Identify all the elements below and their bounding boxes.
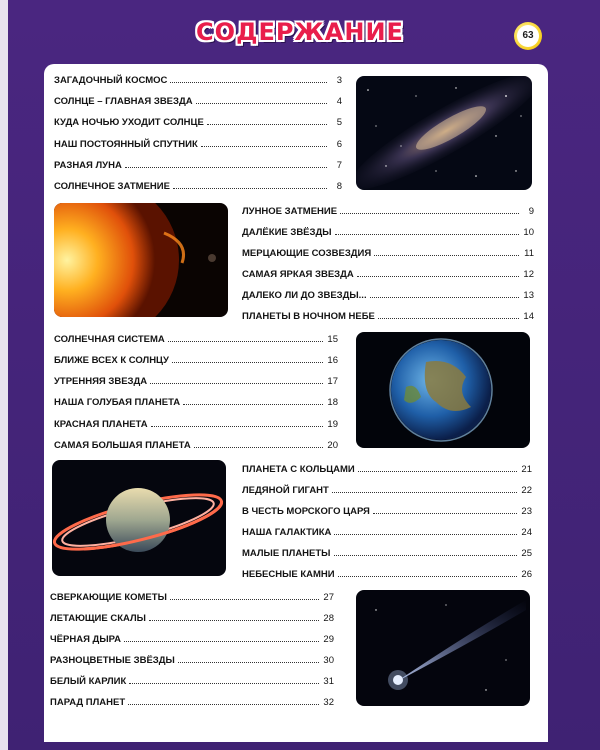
dot-leader	[196, 102, 327, 104]
toc-entry-title: ЧЁРНАЯ ДЫРА	[50, 634, 121, 645]
toc-entry[interactable]	[54, 437, 338, 451]
toc-entry[interactable]	[242, 524, 532, 538]
toc-entry[interactable]	[242, 266, 534, 280]
dot-leader	[151, 425, 323, 427]
dot-leader	[334, 554, 518, 556]
dot-leader	[373, 512, 517, 514]
toc-entry[interactable]	[242, 203, 534, 217]
dot-leader	[338, 575, 517, 577]
toc-entry-page: 25	[521, 548, 532, 559]
toc-entry[interactable]	[242, 461, 532, 475]
toc-entry-title: ЛЕТАЮЩИЕ СКАЛЫ	[50, 613, 146, 624]
toc-entry-page: 13	[523, 290, 534, 301]
toc-entry[interactable]	[54, 157, 342, 171]
toc-entry-title: КУДА НОЧЬЮ УХОДИТ СОЛНЦЕ	[54, 117, 204, 128]
toc-entry[interactable]	[242, 308, 534, 322]
dot-leader	[183, 403, 323, 405]
sun-image	[54, 203, 228, 317]
toc-entry[interactable]	[242, 566, 532, 580]
toc-entry-title: СВЕРКАЮЩИЕ КОМЕТЫ	[50, 592, 167, 603]
toc-entry-page: 19	[327, 419, 338, 430]
toc-entry-page: 26	[521, 569, 532, 580]
earth-image	[356, 332, 530, 448]
toc-entry-title: МЕРЦАЮЩИЕ СОЗВЕЗДИЯ	[242, 248, 372, 259]
dot-leader	[150, 382, 323, 384]
toc-entry-title: СОЛНЕЧНОЕ ЗАТМЕНИЕ	[54, 181, 170, 192]
dot-leader	[172, 361, 323, 363]
dot-leader	[335, 233, 519, 235]
toc-entry-page: 11	[524, 248, 534, 259]
toc-entry[interactable]	[242, 482, 532, 496]
toc-entry-title: НАША ГАЛАКТИКА	[242, 527, 332, 538]
toc-entry[interactable]	[242, 224, 534, 238]
dot-leader	[129, 682, 319, 684]
toc-entry-page: 12	[523, 269, 534, 280]
comet-image	[356, 590, 530, 706]
dot-leader	[178, 661, 319, 663]
toc-entry-page: 4	[336, 96, 342, 107]
toc-entry-page: 20	[327, 440, 338, 451]
dot-leader	[170, 81, 327, 83]
toc-entry-title: ДАЛЁКИЕ ЗВЁЗДЫ	[242, 227, 332, 238]
toc-entry-title: ДАЛЕКО ЛИ ДО ЗВЕЗДЫ...	[242, 290, 367, 301]
toc-entry-title: УТРЕННЯЯ ЗВЕЗДА	[54, 376, 148, 387]
toc-entry-title: БЛИЖЕ ВСЕХ К СОЛНЦУ	[54, 355, 169, 366]
toc-entry-title: В ЧЕСТЬ МОРСКОГО ЦАРЯ	[242, 506, 370, 517]
toc-entry-title: САМАЯ ЯРКАЯ ЗВЕЗДА	[242, 269, 354, 280]
page-number: 63	[517, 25, 539, 47]
toc-entry-title: НАШ ПОСТОЯННЫЙ СПУТНИК	[54, 139, 198, 150]
toc-entry-title: СОЛНЦЕ – ГЛАВНАЯ ЗВЕЗДА	[54, 96, 193, 107]
toc-entry[interactable]	[54, 373, 338, 387]
toc-entry-page: 15	[327, 334, 338, 345]
toc-entry[interactable]	[54, 114, 342, 128]
toc-entry-page: 16	[327, 355, 338, 366]
dot-leader	[334, 533, 517, 535]
toc-entry-page: 30	[323, 655, 334, 666]
toc-entry-page: 10	[523, 227, 534, 238]
toc-entry-title: СОЛНЕЧНАЯ СИСТЕМА	[54, 334, 165, 345]
toc-entry[interactable]	[50, 610, 334, 624]
toc-entry-title: НАША ГОЛУБАЯ ПЛАНЕТА	[54, 397, 181, 408]
toc-entry[interactable]	[242, 245, 534, 259]
toc-entry-title: ПЛАНЕТЫ В НОЧНОМ НЕБЕ	[242, 311, 375, 322]
saturn-image	[52, 460, 226, 576]
toc-entry-page: 27	[323, 592, 334, 603]
dot-leader	[370, 296, 519, 298]
toc-entry-title: САМАЯ БОЛЬШАЯ ПЛАНЕТА	[54, 440, 191, 451]
toc-entry[interactable]	[54, 352, 338, 366]
toc-entry-title: МАЛЫЕ ПЛАНЕТЫ	[242, 548, 331, 559]
dot-leader	[149, 619, 319, 621]
toc-entry-page: 23	[521, 506, 532, 517]
toc-entry-page: 22	[521, 485, 532, 496]
toc-entry[interactable]	[54, 72, 342, 86]
toc-entry[interactable]	[242, 503, 532, 517]
toc-entry-page: 32	[323, 697, 334, 708]
dot-leader	[194, 446, 323, 448]
toc-entry[interactable]	[54, 416, 338, 430]
toc-entry[interactable]	[50, 652, 334, 666]
dot-leader	[173, 187, 327, 189]
dot-leader	[128, 703, 319, 705]
toc-entry-title: КРАСНАЯ ПЛАНЕТА	[54, 419, 148, 430]
toc-entry[interactable]	[242, 287, 534, 301]
toc-entry-page: 24	[521, 527, 532, 538]
toc-entry-page: 29	[323, 634, 334, 645]
toc-entry[interactable]	[50, 589, 334, 603]
toc-entry-title: ЛЕДЯНОЙ ГИГАНТ	[242, 485, 329, 496]
toc-entry[interactable]	[54, 93, 342, 107]
toc-entry-title: РАЗНОЦВЕТНЫЕ ЗВЁЗДЫ	[50, 655, 175, 666]
toc-entry[interactable]	[54, 394, 338, 408]
dot-leader	[332, 491, 517, 493]
toc-entry[interactable]	[50, 694, 334, 708]
dot-leader	[124, 640, 319, 642]
toc-entry-page: 18	[327, 397, 338, 408]
dot-leader	[125, 166, 327, 168]
toc-entry-page: 21	[521, 464, 532, 475]
dot-leader	[168, 340, 323, 342]
toc-entry-page: 6	[336, 139, 342, 150]
toc-entry-title: ПАРАД ПЛАНЕТ	[50, 697, 126, 708]
dot-leader	[170, 598, 319, 600]
toc-entry-page: 17	[327, 376, 338, 387]
toc-entry-page: 31	[323, 676, 334, 687]
toc-entry[interactable]	[54, 136, 342, 150]
toc-entry-page: 9	[528, 206, 534, 217]
toc-entry[interactable]	[50, 631, 334, 645]
toc-entry-page: 3	[336, 75, 342, 86]
page-title: СОДЕРЖАНИЕ	[196, 18, 404, 46]
milky-way-image	[356, 76, 532, 190]
toc-entry[interactable]	[54, 178, 342, 192]
toc-entry[interactable]	[50, 673, 334, 687]
toc-entry[interactable]	[54, 331, 338, 345]
dot-leader	[207, 123, 327, 125]
toc-entry-page: 7	[336, 160, 342, 171]
toc-entry-title: ЗАГАДОЧНЫЙ КОСМОС	[54, 75, 168, 86]
toc-entry-title: ЛУННОЕ ЗАТМЕНИЕ	[242, 206, 338, 217]
dot-leader	[340, 212, 519, 214]
dot-leader	[374, 254, 519, 256]
page-number-badge	[514, 22, 542, 50]
toc-entry-page: 28	[323, 613, 334, 624]
dot-leader	[201, 145, 327, 147]
dot-leader	[378, 317, 519, 319]
toc-entry-page: 14	[523, 311, 534, 322]
toc-entry-title: НЕБЕСНЫЕ КАМНИ	[242, 569, 335, 580]
toc-entry-page: 5	[336, 117, 342, 128]
toc-entry[interactable]	[242, 545, 532, 559]
toc-entry-title: БЕЛЫЙ КАРЛИК	[50, 676, 127, 687]
toc-entry-page: 8	[336, 181, 342, 192]
toc-entry-title: РАЗНАЯ ЛУНА	[54, 160, 122, 171]
page-edge	[0, 0, 8, 750]
dot-leader	[357, 275, 519, 277]
toc-entry-title: ПЛАНЕТА С КОЛЬЦАМИ	[242, 464, 355, 475]
dot-leader	[358, 470, 517, 472]
